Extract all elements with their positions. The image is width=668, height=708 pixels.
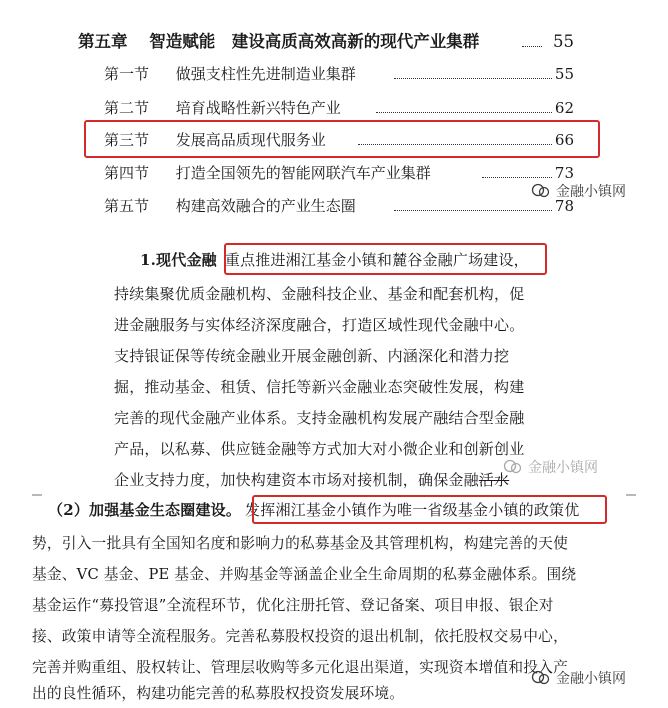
toc-chapter[interactable] <box>78 30 574 54</box>
section1-line: 进金融服务与实体经济深度融合，打造区域性现代金融中心。 <box>114 316 525 334</box>
toc-section-title: 发展高品质现代服务业 <box>175 131 326 149</box>
section1-line: 掘，推动基金、租赁、信托等新兴金融业态突破性发展，构建 <box>114 378 525 396</box>
section2-line: 出的良性循环，构建功能完善的私募股权投资发展环境。 <box>32 685 405 702</box>
section2-line: 基金运作“募投管退”全流程环节，优化注册托管、登记备案、项目申报、银企对 <box>32 597 554 614</box>
toc-section-label: 第一节 <box>104 65 150 83</box>
toc-chapter-title: 智造赋能 建设高质高效高新的现代产业集群 <box>149 32 480 51</box>
wechat-icon <box>530 670 552 686</box>
watermark-text: 金融小镇网 <box>556 670 626 686</box>
watermark <box>530 181 626 201</box>
toc-section-title: 构建高效融合的产业生态圈 <box>175 197 356 215</box>
toc-section-label: 第二节 <box>104 99 150 117</box>
toc-section-4[interactable] <box>104 161 574 185</box>
watermark <box>530 668 626 688</box>
toc-section-label: 第三节 <box>104 131 150 149</box>
toc-section-1[interactable] <box>104 62 574 86</box>
watermark-text: 金融小镇网 <box>556 183 626 199</box>
section1-line: 完善的现代金融产业体系。支持金融机构发展产融结合型金融 <box>114 409 525 427</box>
wechat-icon <box>530 183 552 199</box>
toc-section-title: 打造全国领先的智能网联汽车产业集群 <box>175 164 431 182</box>
section1-line: 支持银证保等传统金融业开展金融创新、内涵深化和潜力挖 <box>114 347 510 365</box>
toc-section-label: 第四节 <box>104 164 150 182</box>
toc-dot-leader <box>376 112 552 113</box>
section2-line: 接、政策申请等全流程服务。完善私募股权投资的退出机制，依托股权交易中心， <box>32 628 568 645</box>
toc-chapter-label: 第五章 <box>78 32 128 51</box>
wechat-icon <box>502 459 524 475</box>
toc-highlight-box <box>84 120 600 158</box>
toc-section-page: 78 <box>554 197 574 215</box>
toc-section-5[interactable] <box>104 194 574 218</box>
toc-section-2[interactable] <box>104 96 574 120</box>
section2-highlight-text: 发挥湘江基金小镇作为唯一省级基金小镇的政策优 <box>245 501 580 519</box>
section1-highlight-text: 重点推进湘江基金小镇和麓谷金融广场建设， <box>224 251 529 269</box>
watermark-text: 金融小镇网 <box>528 459 598 475</box>
toc-dot-leader <box>394 78 552 79</box>
section1-last-line <box>114 466 509 494</box>
toc-dot-leader <box>394 210 552 211</box>
toc-section-page: 73 <box>554 164 574 182</box>
section2-line: 基金、VC 基金、PE 基金、并购基金等涵盖企业全生命周期的私募金融体系。围绕 <box>32 566 577 583</box>
section1-line: 产品，以私募、供应链金融等方式加大对小微企业和创新创业 <box>114 440 525 458</box>
section1-heading: 1.现代金融 <box>140 251 217 269</box>
toc-section-title: 做强支柱性先进制造业集群 <box>175 65 356 83</box>
section1-struck-text: 活水 <box>478 471 510 489</box>
toc-dot-leader <box>522 46 542 47</box>
section1-line: 持续集聚优质金融机构、金融科技企业、基金和配套机构，促 <box>114 285 525 303</box>
watermark <box>502 457 598 477</box>
toc-section-page: 66 <box>554 131 574 149</box>
toc-chapter-page: 55 <box>553 32 574 51</box>
divider-line <box>32 494 42 496</box>
toc-section-page: 62 <box>554 99 574 117</box>
section2-line: 势，引入一批具有全国知名度和影响力的私募基金及其管理机构，构建完善的天使 <box>32 535 568 552</box>
section2-highlight-box <box>252 495 607 524</box>
toc-dot-leader <box>482 177 552 178</box>
toc-section-page: 55 <box>554 65 574 83</box>
section1-line: 企业支持力度，加快构建资本市场对接机制，确保金融 <box>114 471 479 489</box>
section1-highlight-box <box>224 243 547 275</box>
toc-section-label: 第五节 <box>104 197 150 215</box>
toc-section-title: 培育战略性新兴特色产业 <box>175 99 341 117</box>
section2-heading: （2）加强基金生态圈建设。 <box>48 501 242 519</box>
section2-line: 完善并购重组、股权转让、管理层收购等多元化退出渠道，实现资本增值和投入产 <box>32 659 568 676</box>
divider-line <box>626 494 636 496</box>
